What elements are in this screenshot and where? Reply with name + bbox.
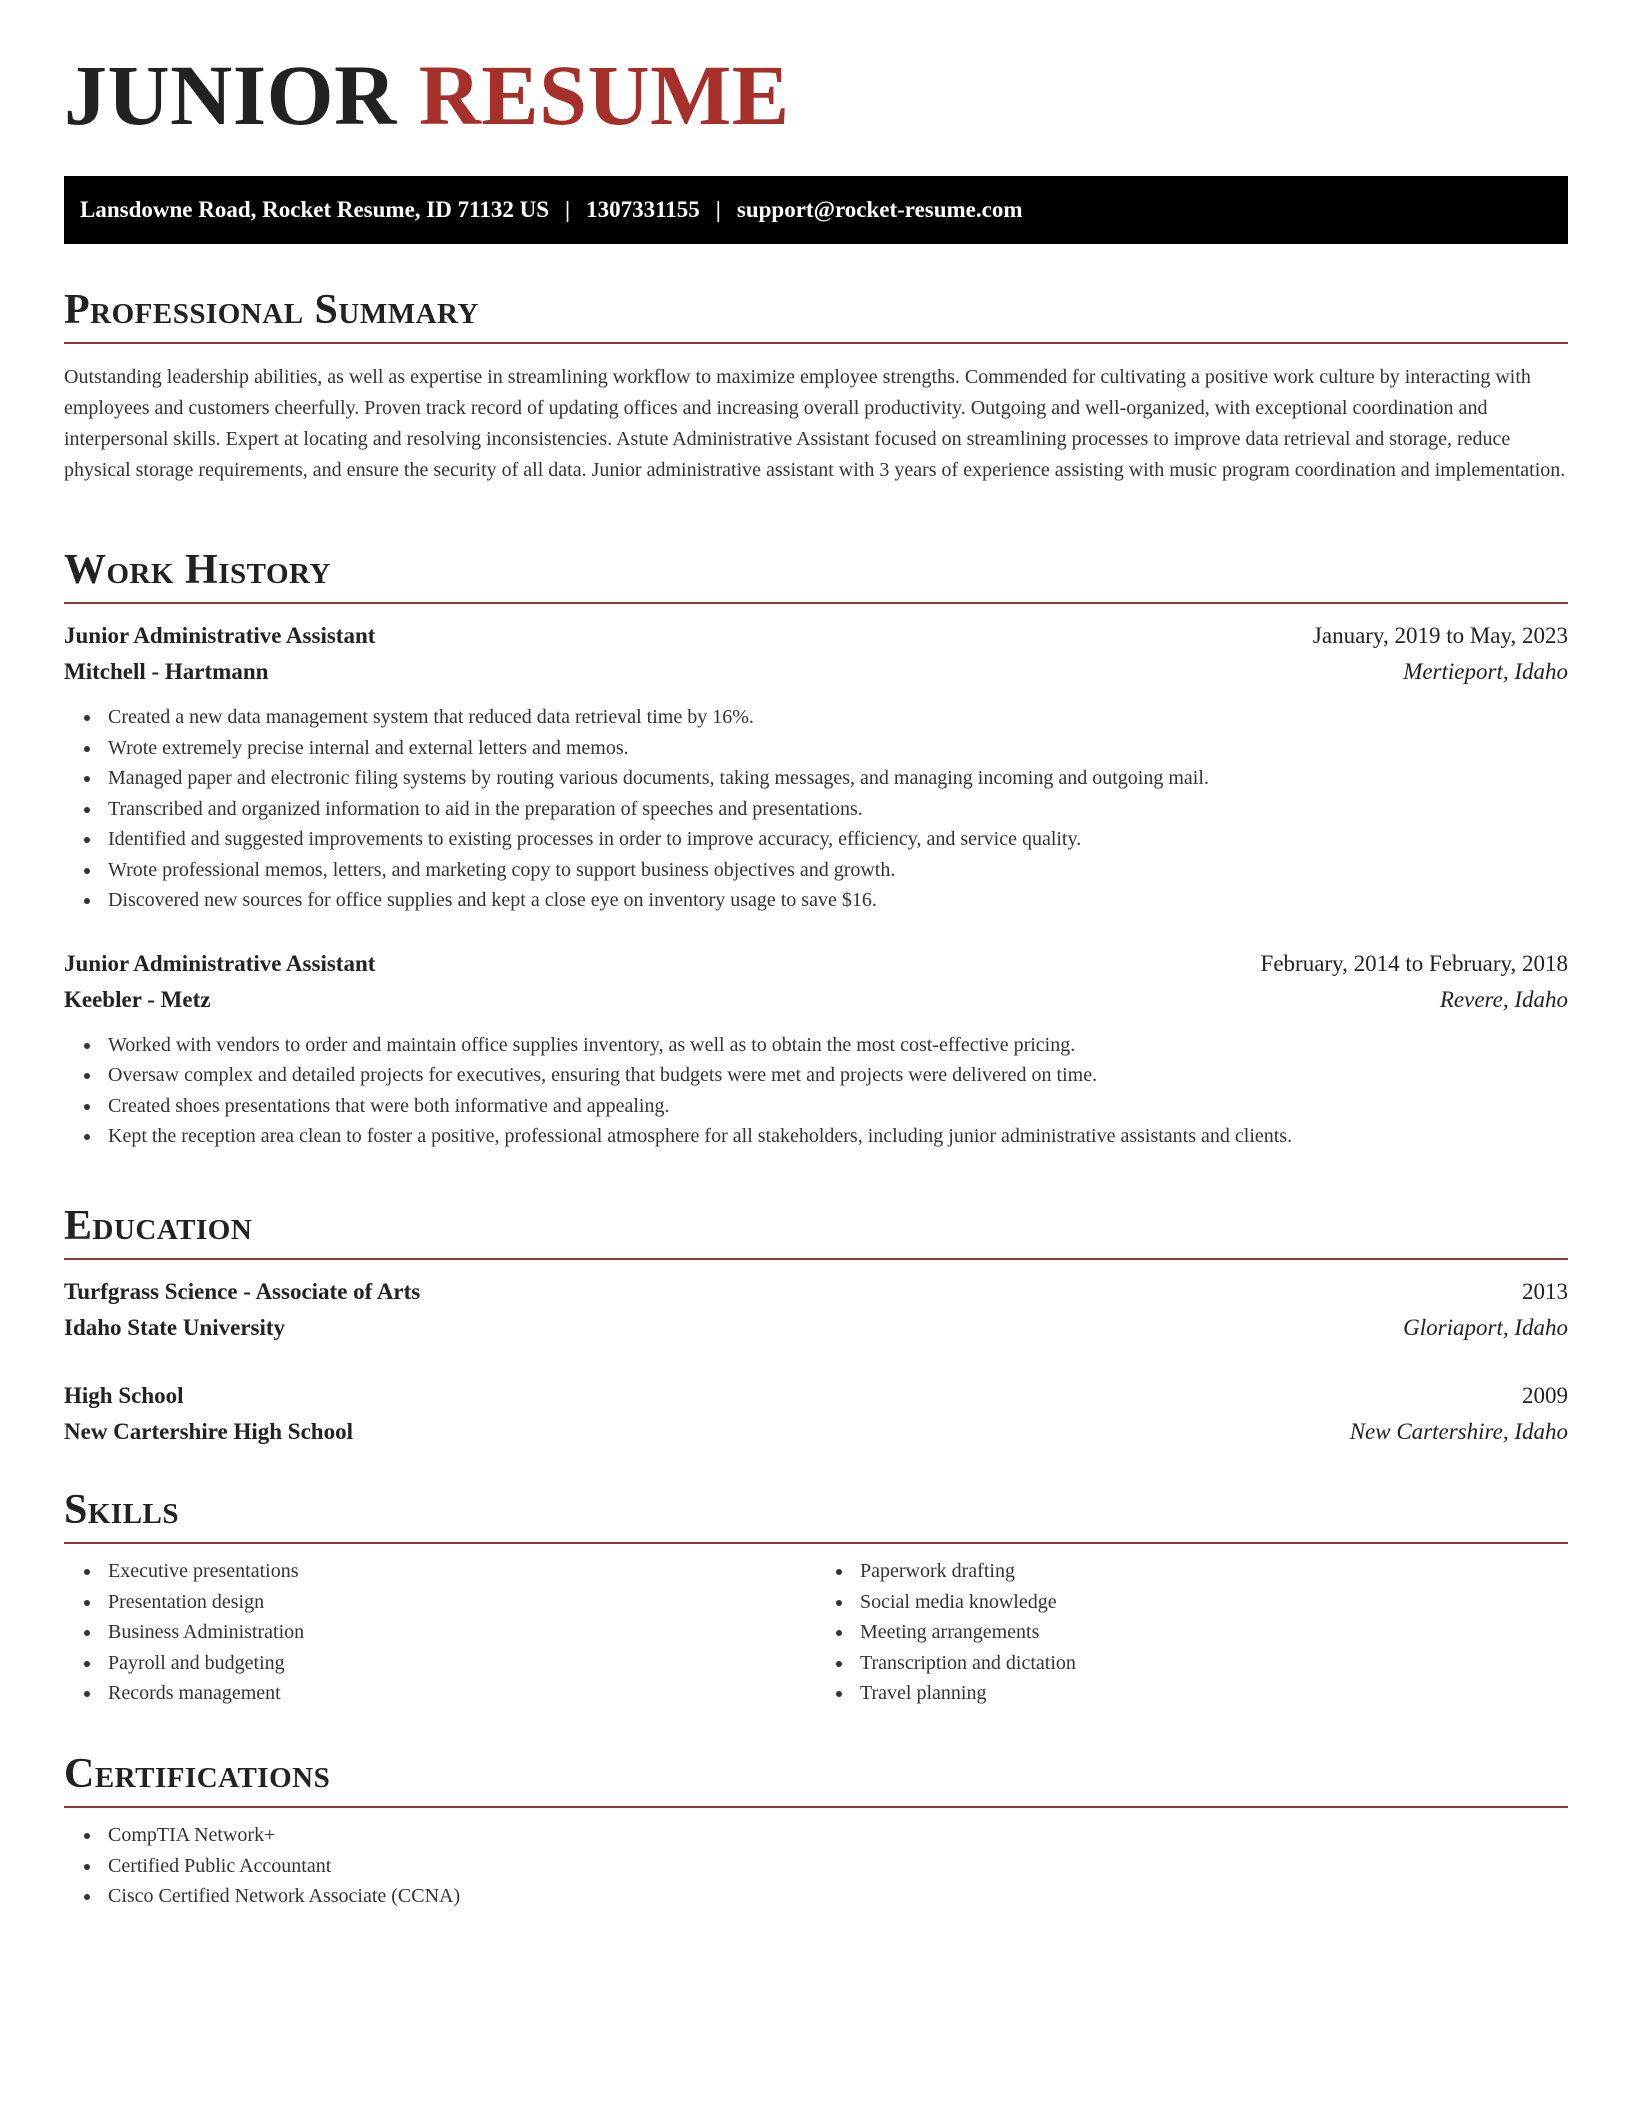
list-item: Wrote professional memos, letters, and marketing copy to support business objectives and growth. (108, 855, 1568, 886)
education-degree: Turfgrass Science - Associate of Arts (64, 1279, 421, 1304)
list-item: Discovered new sources for office supplies and kept a close eye on inventory usage to save $16. (108, 885, 1568, 916)
skills-section (64, 1482, 1568, 1709)
job-company: Keebler - Metz (64, 986, 211, 1012)
skills-list-left (64, 1556, 816, 1709)
list-item: Payroll and budgeting (108, 1648, 816, 1679)
job-bullets (64, 702, 1568, 916)
list-item: Business Administration (108, 1617, 816, 1648)
contact-phone: 1307331155 (586, 197, 700, 222)
list-item: Created a new data management system that reduced data retrieval time by 16%. (108, 702, 1568, 733)
skills-heading: Skills (64, 1482, 1568, 1544)
education-degree: High School (64, 1383, 184, 1408)
list-item: Created shoes presentations that were both informative and appealing. (108, 1091, 1568, 1122)
education-location: New Cartershire, Idaho (1349, 1419, 1568, 1444)
education-year: 2009 (1522, 1383, 1568, 1408)
education-location: Gloriaport, Idaho (1403, 1315, 1568, 1340)
list-item: Records management (108, 1678, 816, 1709)
certifications-section (64, 1746, 1568, 1912)
list-item: Wrote extremely precise internal and external letters and memos. (108, 733, 1568, 764)
certifications-list (64, 1820, 1568, 1912)
list-item: Certified Public Accountant (108, 1851, 1568, 1882)
job-dates: January, 2019 to May, 2023 (1312, 623, 1568, 648)
list-item: Identified and suggested improvements to existing processes in order to improve accuracy, efficiency, and service quality. (108, 824, 1568, 855)
job-entry (64, 618, 1568, 916)
title-part-1: JUNIOR (64, 47, 397, 143)
education-section (64, 1198, 1568, 1450)
list-item: Transcribed and organized information to aid in the preparation of speeches and presentations. (108, 794, 1568, 825)
education-school: Idaho State University (64, 1315, 286, 1340)
job-location: Revere, Idaho (1439, 986, 1568, 1012)
education-heading: Education (64, 1198, 1568, 1260)
list-item: Cisco Certified Network Associate (CCNA) (108, 1881, 1568, 1912)
job-location: Mertieport, Idaho (1403, 659, 1568, 684)
list-item: Executive presentations (108, 1556, 816, 1587)
summary-heading: Professional Summary (64, 282, 1568, 344)
job-bullets (64, 1030, 1568, 1152)
title-part-2: RESUME (418, 47, 790, 143)
list-item: Kept the reception area clean to foster a positive, professional atmosphere for all stakeholders, including junior administrative assistants and clients. (108, 1121, 1568, 1152)
skills-columns (64, 1556, 1568, 1709)
resume-title (64, 47, 790, 143)
work-history-heading: Work History (64, 542, 1568, 604)
certifications-heading: Certifications (64, 1746, 1568, 1808)
contact-address: Lansdowne Road, Rocket Resume, ID 71132 US (80, 197, 549, 222)
list-item: Worked with vendors to order and maintain office supplies inventory, as well as to obtain the most cost-effective pricing. (108, 1030, 1568, 1061)
list-item: Oversaw complex and detailed projects for executives, ensuring that budgets were met and projects were delivered on time. (108, 1060, 1568, 1091)
contact-email[interactable]: support@rocket-resume.com (736, 197, 1023, 222)
job-entry (64, 946, 1568, 1152)
education-entry (64, 1378, 1568, 1450)
job-dates: February, 2014 to February, 2018 (1260, 950, 1568, 976)
education-year: 2013 (1522, 1279, 1568, 1304)
list-item: Managed paper and electronic filing systems by routing various documents, taking messages, and managing incoming and outgoing mail. (108, 763, 1568, 794)
job-company: Mitchell - Hartmann (64, 659, 269, 684)
work-history-section (64, 542, 1568, 1152)
list-item: Paperwork drafting (860, 1556, 1568, 1587)
contact-separator: | (564, 197, 571, 222)
contact-separator: | (715, 197, 721, 222)
skills-list-right (816, 1556, 1568, 1709)
job-title: Junior Administrative Assistant (64, 623, 376, 648)
list-item: CompTIA Network+ (108, 1820, 1568, 1851)
list-item: Travel planning (860, 1678, 1568, 1709)
education-school: New Cartershire High School (64, 1419, 353, 1444)
education-entry (64, 1274, 1568, 1346)
contact-bar (64, 176, 1568, 244)
list-item: Meeting arrangements (860, 1617, 1568, 1648)
list-item: Social media knowledge (860, 1587, 1568, 1618)
summary-text: Outstanding leadership abilities, as well as expertise in streamlining workflow to maximize employee strengths. Commended for cultivating a positive work culture by interacting with employees and customers cheerfully. Proven track record of updating offices and increasing overall productivity. Outgoing and well-organized, with exceptional coordination and interpersonal skills. Expert at locating and resolving inconsistencies. Astute Administrative Assistant focused on streamlining processes to improve data retrieval and storage, reduce physical storage requirements, and ensure the security of all data. Junior administrative assistant with 3 years of experience assisting with music program coordination and implementation. (64, 366, 1566, 481)
summary-section (64, 282, 1568, 486)
list-item: Presentation design (108, 1587, 816, 1618)
job-title: Junior Administrative Assistant (64, 950, 376, 976)
list-item: Transcription and dictation (860, 1648, 1568, 1679)
